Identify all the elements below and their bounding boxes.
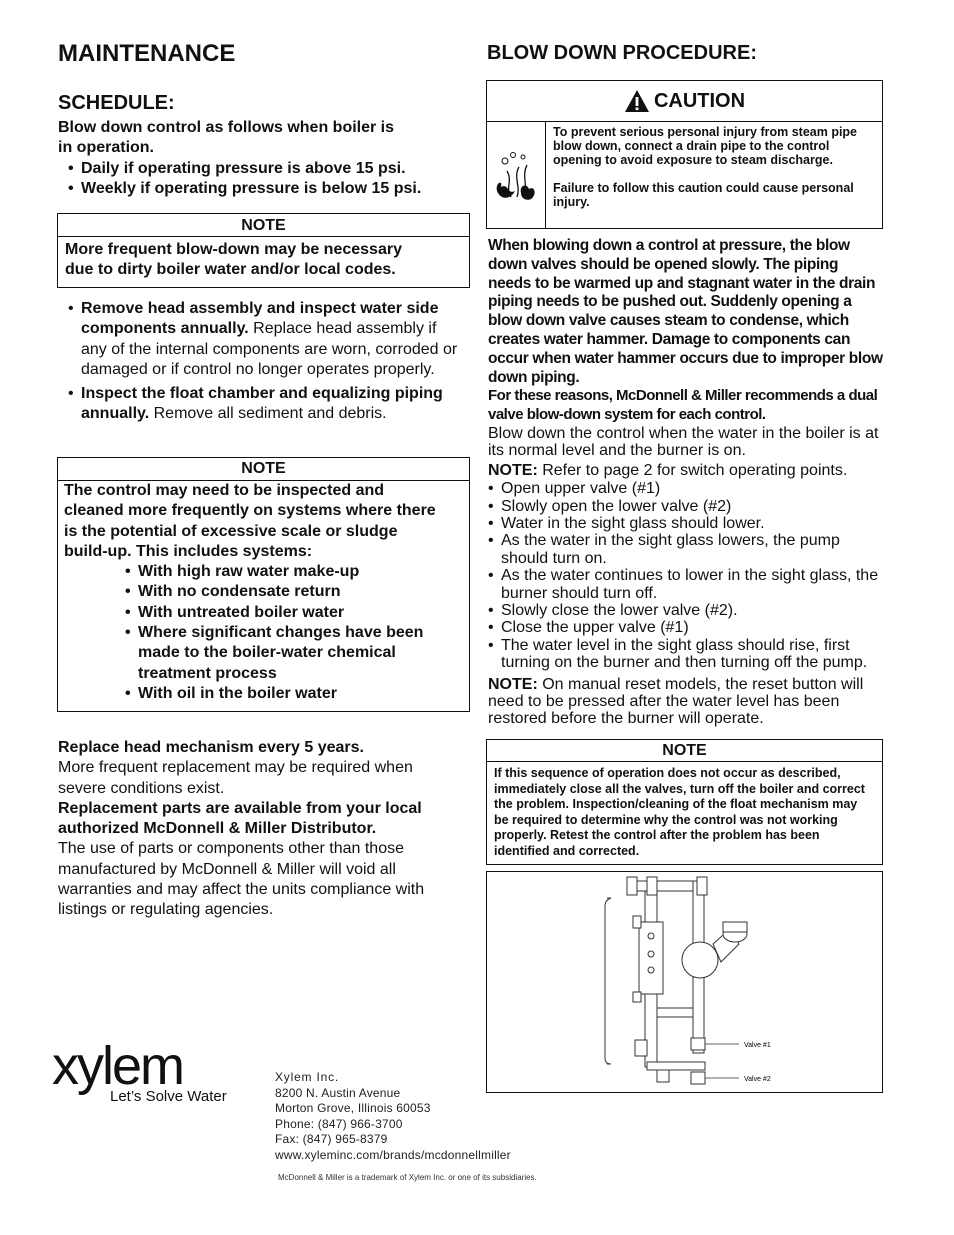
blowdown-instructions bbox=[488, 237, 883, 728]
procedure-step: • Slowly close the lower valve (#2). bbox=[488, 602, 883, 619]
company-name: Xylem Inc. bbox=[275, 1070, 340, 1084]
procedure-steps bbox=[488, 480, 883, 671]
valve-2-label: Valve #2 bbox=[744, 1076, 771, 1083]
address-line: Morton Grove, Illinois 60053 bbox=[275, 1101, 431, 1115]
company-address bbox=[275, 1070, 511, 1163]
xylem-logo: xylem bbox=[52, 1036, 184, 1096]
note-line: due to dirty boiler water and/or local codes. bbox=[65, 261, 396, 279]
note-heading: NOTE bbox=[487, 740, 882, 762]
valve-1-label: Valve #1 bbox=[744, 1042, 771, 1049]
fax: Fax: (847) 965-8379 bbox=[275, 1132, 388, 1146]
systems-item: • With high raw water make-up bbox=[125, 562, 445, 582]
note-box-frequency bbox=[57, 213, 470, 288]
blowdown-heading: BLOW DOWN PROCEDURE: bbox=[487, 42, 757, 64]
phone: Phone: (847) 966-3700 bbox=[275, 1116, 403, 1131]
inspection-list bbox=[68, 299, 465, 425]
note-box-inspection bbox=[57, 457, 470, 712]
reset-note-paragraph bbox=[488, 676, 883, 728]
caution-paragraph: To prevent serious personal injury from steam pipe blow down, connect a drain pipe to the control opening to avoid exposure to steam discharge. bbox=[553, 125, 858, 167]
website: www.xyleminc.com/brands/mcdonnellmiller bbox=[275, 1147, 511, 1162]
note-box-sequence bbox=[486, 739, 883, 865]
schedule-intro-line: in operation. bbox=[58, 139, 154, 157]
caution-header bbox=[487, 81, 882, 122]
warning-triangle-icon bbox=[624, 89, 650, 113]
caution-text bbox=[546, 122, 882, 228]
inspection-item bbox=[68, 299, 465, 380]
xylem-tagline: Let’s Solve Water bbox=[110, 1088, 227, 1105]
procedure-step: • The water level in the sight glass should rise, first turning on the burner and then turning off the pump. bbox=[488, 637, 883, 672]
caution-body bbox=[487, 122, 882, 228]
inspection-bold: Remove head assembly and inspect water side components annually. bbox=[81, 300, 439, 338]
procedure-step: • Slowly open the lower valve (#2) bbox=[488, 498, 883, 515]
replacement-section bbox=[58, 738, 463, 921]
systems-item: • Where significant changes have been made to the boiler-water chemical treatment process bbox=[125, 623, 445, 684]
note-body bbox=[58, 481, 469, 704]
inspection-item bbox=[68, 384, 465, 425]
note-line: More frequent blow-down may be necessary bbox=[65, 241, 402, 258]
note-heading: NOTE bbox=[58, 458, 469, 481]
procedure-step: • As the water continues to lower in the sight glass, the burner should turn off. bbox=[488, 567, 883, 602]
note-line: cleaned more frequently on systems where there bbox=[64, 502, 436, 520]
note-paragraph bbox=[488, 462, 883, 479]
note-body: If this sequence of operation does not occur as described, immediately close all the valves, turn off the boiler and correct the problem. Inspection/cleaning of the float mechanism may be required to determine why the control was not working properly. Retest the control after the problem has been identified and corrected. bbox=[494, 766, 865, 858]
note-label: NOTE: bbox=[488, 461, 538, 479]
blowdown-paragraph: Blow down the control when the water in the boiler is at its normal level and the burner is on. bbox=[488, 424, 879, 460]
replacement-text: More frequent replacement may be required when severe conditions exist. bbox=[58, 759, 413, 797]
piping-illustration bbox=[487, 872, 882, 1092]
systems-list bbox=[125, 562, 445, 704]
schedule-intro-line: Blow down control as follows when boiler is bbox=[58, 119, 395, 136]
schedule-item: • Weekly if operating pressure is below 15 psi. bbox=[68, 179, 458, 199]
note-text: On manual reset models, the reset button will need to be pressed after the water level has been restored before the burner will operate. bbox=[488, 675, 864, 728]
procedure-step: • Open upper valve (#1) bbox=[488, 480, 883, 497]
replacement-heading: Replace head mechanism every 5 years. bbox=[58, 739, 364, 756]
trademark-notice: McDonnell & Miller is a trademark of Xylem Inc. or one of its subsidiaries. bbox=[278, 1173, 537, 1182]
parts-text: The use of parts or components other than those manufactured by McDonnell & Miller will void all warranties and may affect the units compliance with listings or regulating agencies. bbox=[58, 840, 425, 919]
parts-heading: Replacement parts are available from your local authorized McDonnell & Miller Distributor. bbox=[58, 799, 422, 838]
schedule-item: • Daily if operating pressure is above 15 psi. bbox=[68, 159, 458, 179]
note-body bbox=[58, 237, 469, 281]
systems-item: • With untreated boiler water bbox=[125, 603, 445, 623]
note-line: is the potential of excessive scale or sludge bbox=[64, 522, 398, 540]
note-text: Refer to page 2 for switch operating points. bbox=[537, 461, 848, 479]
note-line: build-up. This includes systems: bbox=[64, 542, 313, 560]
recommend-paragraph: For these reasons, McDonnell & Miller recommends a dual valve blow-down system for each control. bbox=[488, 387, 878, 424]
schedule-list bbox=[68, 159, 458, 200]
address-line: 8200 N. Austin Avenue bbox=[275, 1085, 401, 1100]
inspection-bold: Inspect the float chamber and equalizing piping annually. bbox=[81, 385, 443, 423]
systems-item: • With oil in the boiler water bbox=[125, 684, 445, 704]
procedure-step: • As the water in the sight glass lowers, the pump should turn on. bbox=[488, 532, 883, 567]
page-title: MAINTENANCE bbox=[58, 40, 236, 67]
note-label: NOTE: bbox=[488, 675, 538, 693]
schedule-heading: SCHEDULE: bbox=[58, 92, 175, 114]
systems-item: • With no condensate return bbox=[125, 582, 445, 602]
warning-paragraph: When blowing down a control at pressure, the blow down valves should be opened slowly. The piping needs to be warmed up and stagnant water in the drain piping needs to be pushed out. Suddenly opening a blow down valve causes steam to condense, which creates water hammer. Damage to components can occur when water hammer occurs due to improper blow down piping. bbox=[488, 237, 883, 386]
schedule-block bbox=[58, 118, 458, 199]
inspection-text: Remove all sediment and debris. bbox=[149, 405, 387, 423]
steam-hazard-icon bbox=[487, 122, 546, 228]
caution-box bbox=[486, 80, 883, 229]
note-line: The control may need to be inspected and bbox=[64, 482, 385, 499]
procedure-step: • Water in the sight glass should lower. bbox=[488, 515, 883, 532]
piping-diagram bbox=[486, 871, 883, 1093]
note-heading: NOTE bbox=[58, 214, 469, 237]
inspection-text: Replace head assembly if any of the internal components are worn, corroded or damaged or if control no longer operates properly. bbox=[81, 320, 458, 378]
caution-label: CAUTION bbox=[653, 89, 746, 112]
caution-paragraph: Failure to follow this caution could cause personal injury. bbox=[553, 181, 854, 209]
procedure-step: • Close the upper valve (#1) bbox=[488, 619, 883, 636]
